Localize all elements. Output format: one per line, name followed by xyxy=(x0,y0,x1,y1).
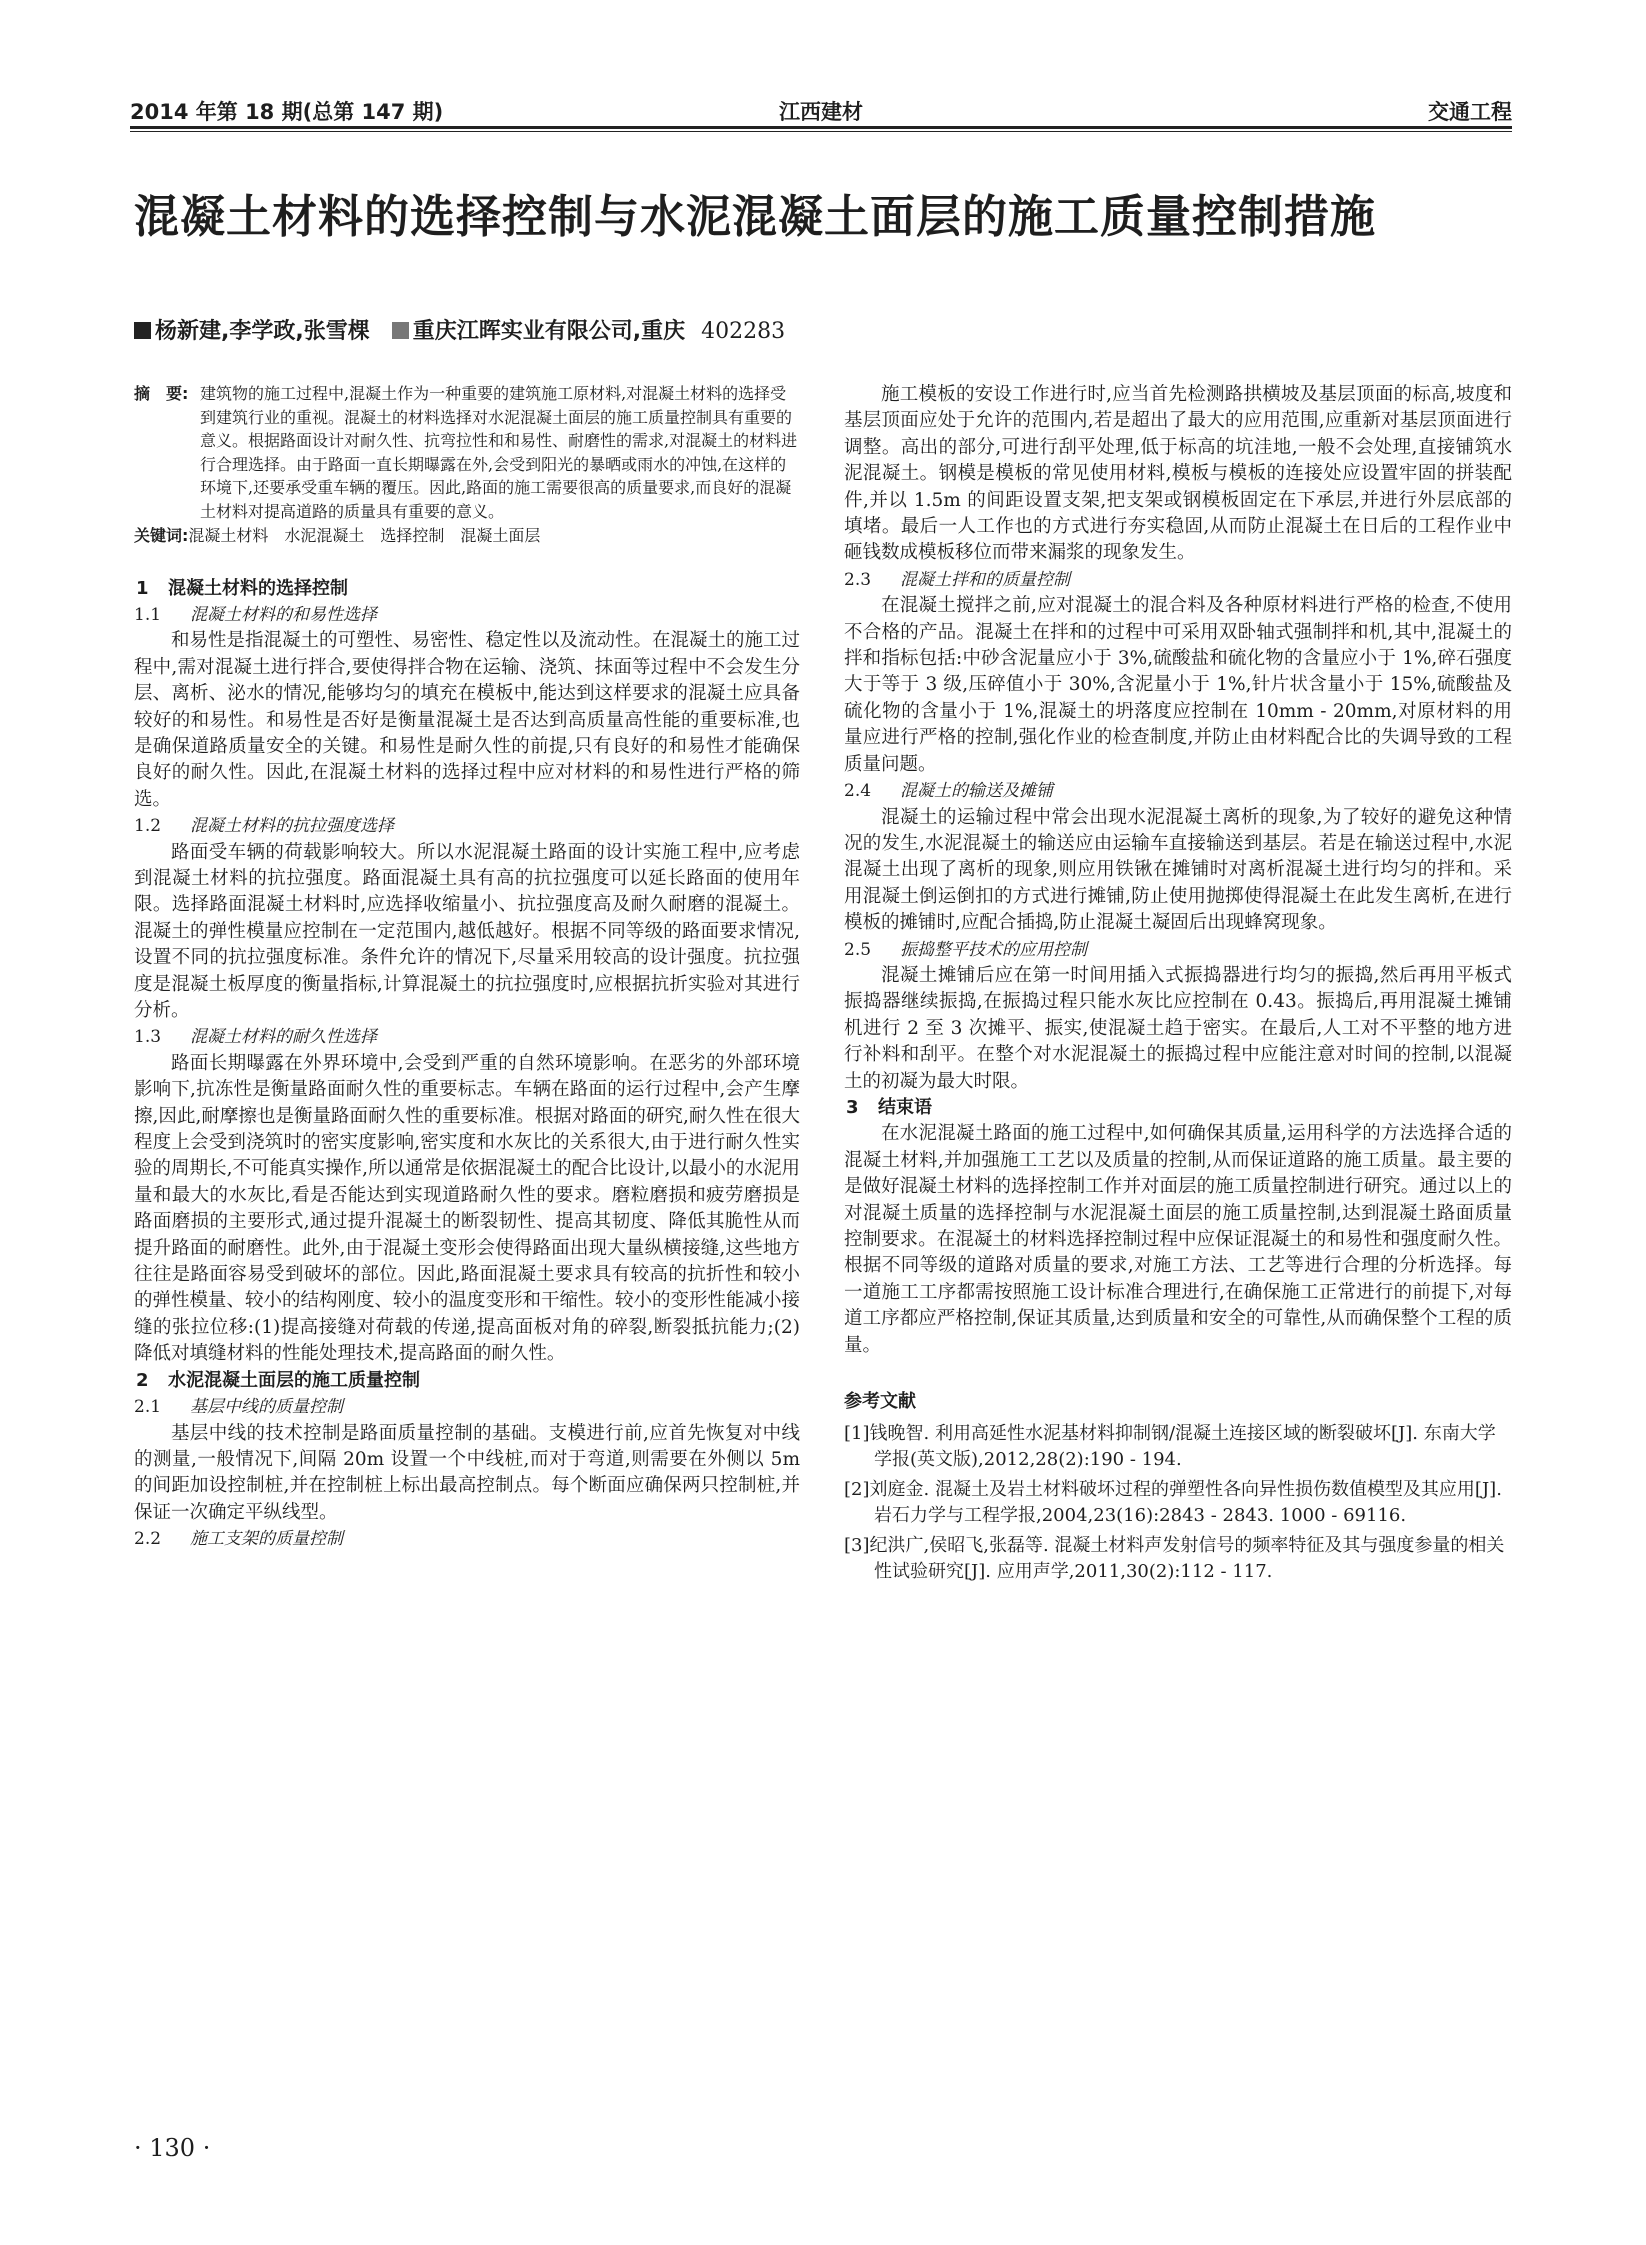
paragraph: 混凝土摊铺后应在第一时间用插入式振捣器进行均匀的振捣,然后再用平板式振捣器继续振捣,在振捣过程只能水灰比应控制在 0.43。振捣后,再用混凝土摊铺机进行 2 至 3 次摊平、振实,使混凝土趋于密实。在最后,人工对不平整的地方进行补料和刮平。在整个对水泥混凝土的振捣过程中应能注意对时间的控制,以混凝土的初凝为最大时限。 xyxy=(844,964,1512,1092)
running-header xyxy=(130,88,1512,124)
author-names: 杨新建,李学政,张雪棵 xyxy=(155,319,370,344)
references-heading: 参考文献 xyxy=(844,1391,916,1413)
square-bullet-icon xyxy=(392,322,409,339)
paragraph: 基层中线的技术控制是路面质量控制的基础。支模进行前,应首先恢复对中线的测量,一般情况下,间隔 20m 设置一个中线桩,而对于弯道,则需要在外侧以 5m 的间距加设控制桩,并在控制桩上标出最高控制点。每个断面应确保两只控制桩,并保证一次确定平纵线型。 xyxy=(134,1422,800,1523)
subsection-heading: 1.1 混凝土材料的和易性选择 xyxy=(134,604,377,625)
subsection-heading: 1.3 混凝土材料的耐久性选择 xyxy=(134,1027,377,1048)
abstract-label: 摘 要: xyxy=(134,384,189,403)
article-title: 混凝土材料的选择控制与水泥混凝土面层的施工质量控制措施 xyxy=(134,190,1377,243)
paragraph: 和易性是指混凝土的可塑性、易密性、稳定性以及流动性。在混凝土的施工过程中,需对混凝土进行拌合,要使得拌合物在运输、浇筑、抹面等过程中不会发生分层、离析、泌水的情况,能够均匀的填充在模板中,能达到这样要求的混凝土应具备较好的和易性。和易性是否好是衡量混凝土是否达到高质量高性能的重要标准,也是确保道路质量安全的关键。和易性是耐久性的前提,只有良好的和易性才能确保良好的耐久性。因此,在混凝土材料的选择过程中应对材料的和易性进行严格的筛选。 xyxy=(134,630,801,810)
keywords-text: 混凝土材料 水泥混凝土 选择控制 混凝土面层 xyxy=(188,526,541,545)
reference-item: [2]刘庭金. 混凝土及岩土材料破坏过程的弹塑性各向异性损伤数值模型及其应用[J]. 岩石力学与工程学报,2004,23(16):2843 - 2843. 1000 - 69116. xyxy=(844,1479,1502,1527)
postcode: 402283 xyxy=(701,319,786,344)
section-heading: 1 混凝土材料的选择控制 xyxy=(136,577,348,599)
left-column xyxy=(134,382,800,1553)
header-rule-thin xyxy=(130,131,1512,132)
paragraph: 在混凝土搅拌之前,应对混凝土的混合料及各种原材料进行严格的检查,不使用不合格的产品。混凝土在拌和的过程中可采用双卧轴式强制拌和机,其中,混凝土的拌和指标包括:中砂含泥量应小于 3%,硫酸盐和硫化物的含量应小于 1%,碎石强度大于等于 3 级,压碎值小于 30%,含泥量小于 1%,针片状含量小于 15%,硫酸盐及硫化物的含量小于 1%,混凝土的坍落度应控制在 10mm - 20mm,对原材料的用量应进行严格的控制,强化作业的检查制度,并防止由材料配合比的失调导致的工程质量问题。 xyxy=(844,595,1512,775)
abstract xyxy=(134,382,800,523)
paragraph: 路面受车辆的荷载影响较大。所以水泥混凝土路面的设计实施工程中,应考虑到混凝土材料的抗拉强度。路面混凝土具有高的抗拉强度可以延长路面的使用年限。选择路面混凝土材料时,应选择收缩量小、抗拉强度高及耐久耐磨的混凝土。混凝土的弹性模量应控制在一定范围内,越低越好。根据不同等级的路面要求情况,设置不同的抗拉强度标准。条件允许的情况下,尽量采用较高的设计强度。抗拉强度是混凝土板厚度的衡量指标,计算混凝土的抗拉强度时,应根据抗折实验对其进行分析。 xyxy=(134,841,800,1021)
paragraph: 路面长期曝露在外界环境中,会受到严重的自然环境影响。在恶劣的外部环境影响下,抗冻性是衡量路面耐久性的重要标志。车辆在路面的运行过程中,会产生摩擦,因此,耐摩擦也是衡量路面耐久性的重要标准。根据对路面的研究,耐久性在很大程度上会受到浇筑时的密实度影响,密实度和水灰比的关系很大,由于进行耐久性实验的周期长,不可能真实操作,所以通常是依据混凝土的配合比设计,以最小的水泥用量和最大的水灰比,看是否能达到实现道路耐久性的要求。磨粒磨损和疲劳磨损是路面磨损的主要形式,通过提升混凝土的断裂韧性、提高其韧度、降低其脆性从而提升路面的耐磨性。此外,由于混凝土变形会使得路面出现大量纵横接缝,这些地方往往是路面容易受到破坏的部位。因此,路面混凝土要求具有较高的抗折性和较小的弹性模量、较小的结构刚度、较小的温度变形和干缩性。较小的变形性能减小接缝的张拉位移:(1)提高接缝对荷载的传递,提高面板对角的碎裂,断裂抵抗能力;(2)降低对填缝材料的性能处理技术,提高路面的耐久性。 xyxy=(134,1052,801,1365)
affiliation: 重庆江晖实业有限公司,重庆 xyxy=(412,319,686,344)
paragraph: 施工模板的安设工作进行时,应当首先检测路拱横坡及基层顶面的标高,坡度和基层顶面应处于允许的范围内,若是超出了最大的应用范围,应重新对基层顶面进行调整。高出的部分,可进行刮平处理,低于标高的坑洼地,一般不会处理,直接铺筑水泥混凝土。钢模是模板的常见使用材料,模板与模板的连接处应设置牢固的拼装配件,并以 1.5m 的间距设置支架,把支架或钢模板固定在下承层,并进行外层底部的填堵。最后一人工作也的方式进行夯实稳固,从而防止混凝土在日后的工程作业中砸钱数成模板移位而带来漏浆的现象发生。 xyxy=(844,384,1512,564)
reference-item: [3]纪洪广,侯昭飞,张磊等. 混凝土材料声发射信号的频率特征及其与强度参量的相关性试验研究[J]. 应用声学,2011,30(2):112 - 117. xyxy=(844,1535,1505,1583)
section-heading: 3 结束语 xyxy=(846,1096,932,1118)
journal-name: 江西建材 xyxy=(779,100,863,124)
keywords xyxy=(134,524,800,548)
subsection-heading: 2.2 施工支架的质量控制 xyxy=(134,1529,343,1550)
square-bullet-icon xyxy=(134,322,151,339)
right-column xyxy=(844,382,1512,1589)
subsection-heading: 2.4 混凝土的输送及摊铺 xyxy=(844,781,1053,802)
subsection-heading: 2.1 基层中线的质量控制 xyxy=(134,1397,343,1418)
author-line xyxy=(134,314,785,345)
reference-item: [1]钱晚智. 利用高延性水泥基材料抑制钢/混凝土连接区域的断裂破坏[J]. 东南大学学报(英文版),2012,28(2):190 - 194. xyxy=(844,1423,1496,1471)
paragraph: 在水泥混凝土路面的施工过程中,如何确保其质量,运用科学的方法选择合适的混凝土材料,并加强施工工艺以及质量的控制,从而保证道路的施工质量。最主要的是做好混凝土材料的选择控制工作并对面层的施工质量控制进行研究。通过以上的对混凝土质量的选择控制与水泥混凝土面层的施工质量控制,达到混凝土路面质量控制要求。在混凝土的材料选择控制过程中应保证混凝土的和易性和强度耐久性。根据不同等级的道路对质量的要求,对施工方法、工艺等进行合理的分析选择。每一道施工工序都需按照施工设计标准合理进行,在确保施工正常进行的前提下,对每道工序都应严格控制,保证其质量,达到质量和安全的可靠性,从而确保整个工程的质量。 xyxy=(844,1123,1512,1356)
keywords-label: 关键词: xyxy=(134,526,189,545)
subsection-heading: 1.2 混凝土材料的抗拉强度选择 xyxy=(134,816,394,837)
subsection-heading: 2.5 振捣整平技术的应用控制 xyxy=(844,939,1087,960)
section-heading: 2 水泥混凝土面层的施工质量控制 xyxy=(136,1369,420,1391)
section-name: 交通工程 xyxy=(1428,100,1512,124)
paragraph: 混凝土的运输过程中常会出现水泥混凝土离析的现象,为了较好的避免这种情况的发生,水泥混凝土的输送应由运输车直接输送到基层。若是在输送过程中,水泥混凝土出现了离析的现象,则应用铁锹在摊铺时对离析混凝土进行均匀的拌和。采用混凝土倒运倒扣的方式进行摊铺,防止使用抛掷使得混凝土在此发生离析,在进行模板的摊铺时,应配合插捣,防止混凝土凝固后出现蜂窝现象。 xyxy=(844,806,1512,934)
subsection-heading: 2.3 混凝土拌和的质量控制 xyxy=(844,569,1070,590)
issue-info: 2014 年第 18 期(总第 147 期) xyxy=(130,100,444,124)
abstract-text: 建筑物的施工过程中,混凝土作为一种重要的建筑施工原材料,对混凝土材料的选择受到建筑行业的重视。混凝土的材料选择对水泥混凝土面层的施工质量控制具有重要的意义。根据路面设计对耐久性、抗弯拉性和和易性、耐磨性的需求,对混凝土的材料进行合理选择。由于路面一直长期曝露在外,会受到阳光的暴晒或雨水的冲蚀,在这样的环境下,还要承受重车辆的覆压。因此,路面的施工需要很高的质量要求,而良好的混凝土材料对提高道路的质量具有重要的意义。 xyxy=(200,384,798,521)
header-rule xyxy=(130,126,1512,129)
page-number: · 130 · xyxy=(134,2134,211,2162)
